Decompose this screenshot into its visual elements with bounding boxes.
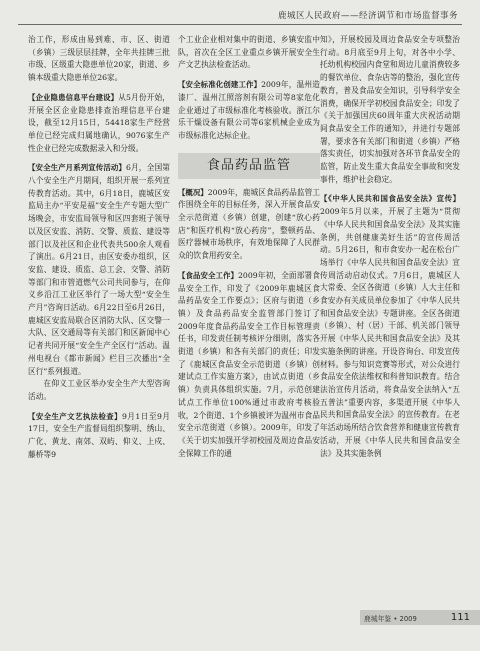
section-body: 从5月份开始，开展全区企业隐患排查治理信息平台建设，截至12月15日，54418家生产经营单位已经完成归属地确认，9076家生产性企业已经完成数据录入和分级。 <box>28 92 170 153</box>
section-enterprise-hazard-platform <box>28 92 170 156</box>
section-heading: 【安全生产文艺执法检查】 <box>28 411 122 421</box>
running-header <box>18 6 462 25</box>
section-heading: 【《中华人民共和国食品安全法》宣传】 <box>320 194 460 204</box>
paragraph: 个工业企业相对集中的街道、乡镇安监中队，首次在全区工业重点乡镇开展安全生产文艺执法检查活动。 <box>178 35 320 70</box>
paragraph: 在仰义工业区举办安全生产大型咨询活动。 <box>28 379 170 401</box>
section-overview <box>178 187 320 263</box>
section-heading: 【安全生产月系列宣传活动】 <box>28 163 126 173</box>
section-body: 2009年初，全面部署食品安全工作，印发了《2009年鹿城区食品药品安全工作要点》；区府与街道（乡镇）及食品药品安全监管部门签订了2009年度食品药品安全工作目标管理责任书，印发责任制考核评分细则，落实各街道（乡镇）和各有关部门的责任；印发了《鹿城区食品安全示范街道（乡镇）创建试点工作实施方案》，由试点街道（乡镇）负责具体组织实施。7月，示范创建试点工作单位100%通过市政府考核验收，2个街道、1个乡镇被评为温州市食品安全示范街道（乡镇）。2009年，印发了《关于切实加强开学初校园及周边食品安全保障工作的通 <box>178 270 320 458</box>
section-heading: 【企业隐患信息平台建设】 <box>28 92 119 102</box>
section-body: 9月1日至9月17日，安全生产监督局组织黎明、绣山、广化、黄龙、南郊、双屿、仰义、上戍、藤桥等9 <box>28 411 170 459</box>
section-food-safety-work <box>178 270 320 461</box>
paragraph: 治工作，形成由易到难、市、区、街道（乡镇）三级层层挂牌，全年共挂牌三批市级、区级重大隐患单位20家，街道、乡镇本级重大隐患单位26家。 <box>28 35 170 83</box>
paragraph: 知》，开展校园及周边食品安全专项整治行动。8月底至9月上旬，对各中小学、托幼机构校园内食堂和周边儿童消费较多的餐饮单位、食杂店等的整治，强化宣传教育，普及食品安全知识，引导科学安全消费，确保开学初校园食品安全；印发了《关于加强国庆60周年重大庆祝活动期间食品安全工作的通知》，并进行专题部署，要求各有关部门和街道（乡镇）严格落实责任，切实加强对各环节食品安全的监管，防止发生重大食品安全事故和突发事件，维护社会稳定。 <box>320 35 460 184</box>
column-2 <box>178 34 320 600</box>
section-body: 6月，全国第八个安全生产月期间，组织开展一系列宣传教育活动。其中，6月18日，鹿城区安监局主办“平安是福”安全生产专题大型广场晚会，市安监局领导和区四套班子领导以及区安监、消防、交警、质监、建设等部门以及社区和企业代表共500余人观看了演出。6月21日，由区安委办组织，区安监、建设、质监、总工会、交警、消防等部门和市管道燃气公司共同参与，在仰义乡沿江工业区举行了一场大型“安全生产月”咨询日活动。6月22日至6月26日，鹿城区安监局联合区消防大队、区交警一大队、区交通局等有关部门和区新闻中心记者共同开展“安全生产全区行”活动。温州电视台《都市新闻》栏目三次播出“全区行”系列报道。 <box>28 163 170 376</box>
column-1 <box>28 34 170 600</box>
footer-label: 鹿城年鉴 • 2009 <box>364 615 417 623</box>
section-standardization <box>178 79 320 143</box>
header-title: 鹿城区人民政府——经济调节和市场监督事务 <box>277 11 458 21</box>
page-footer <box>360 610 480 625</box>
section-heading: 【概况】 <box>178 187 208 197</box>
page-number: 111 <box>450 612 470 623</box>
section-body: 2009年，鹿城区食品药品监管工作围绕全年的目标任务，深入开展食品安全示范街道（乡镇）创建，创建“放心药店”和医疗机构“放心药房”，整顿药品、医疗器械市场秩序，有效地保障了人民群众的饮食用药安全。 <box>178 187 320 261</box>
section-heading: 【食品安全工作】 <box>178 270 239 280</box>
section-body: 2009年，温州造漆厂、温州江照溶剂有限公司等8家危化企业通过了市级标准化考核验收。浙江尔乐干燥设备有限公司等6家机械企业成为市级标准化达标企业。 <box>178 80 320 140</box>
section-body: 2009年5月以来，开展了主题为“贯彻《中华人民共和国食品安全法》及其实施条例，共创健康美好生活”的宣传周活动。5月26日，和市食安办一起在松台广场举行《中华人民共和国食品安全法》宣传周活动启动仪式。7月6日，鹿城区人大常委、全区各街道（乡镇）人大主任和食安办有关成员单位参加了《中华人民共和国食品安全法》专题讲座。全区各街道（乡镇）、村（居）干部、机关部门领导开展《中华人民共和国食品安全法》及其实施条例的讲座。开设咨询台、印发宣传材料。参与知识竞赛等形式，对公众进行食品安全依法维权和科普知识教育。结合法治宣传月活动，将食品安全法纳入“五五普法”重要内容，多渠道开展《中华人民共和国食品安全法》的宣传教育。在老年活动场所结合饮食营养和健康宣传教育活动，开展《中华人民共和国食品安全法》及其实施条例 <box>320 207 460 458</box>
section-safety-inspection <box>28 411 170 462</box>
section-safety-month-campaign <box>28 162 170 403</box>
section-heading: 【安全标准化创建工作】 <box>178 80 262 90</box>
column-3 <box>320 34 460 600</box>
chapter-banner: 食品药品监管 <box>178 153 320 179</box>
section-food-safety-law <box>320 193 460 460</box>
